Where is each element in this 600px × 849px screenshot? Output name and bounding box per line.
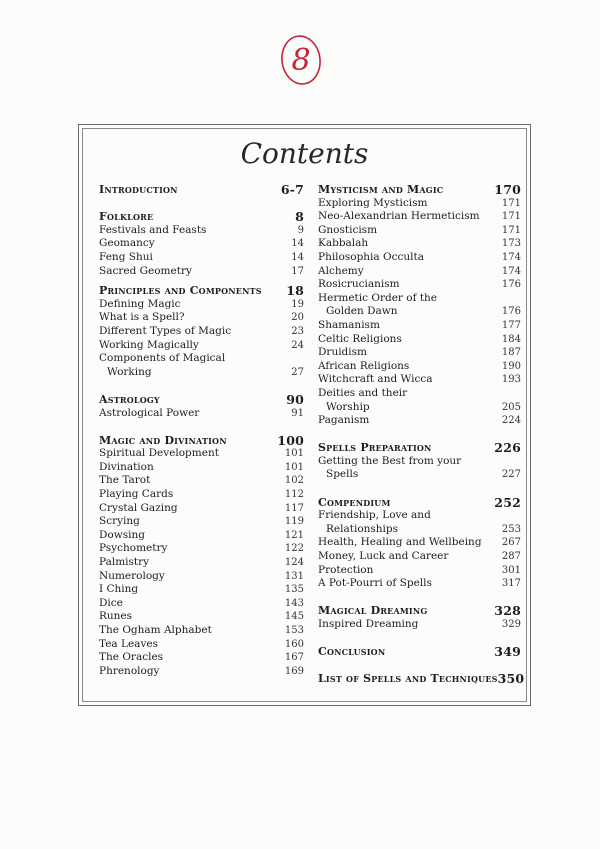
toc-entry <box>99 447 304 461</box>
entry-page-number: 193 <box>501 374 521 386</box>
toc-entry <box>318 251 521 265</box>
toc-entry <box>99 556 304 570</box>
section-heading <box>318 645 521 659</box>
entry-page-number: 121 <box>284 529 304 541</box>
toc-entry <box>99 298 304 312</box>
entry-page-number: 9 <box>297 224 304 236</box>
entry-page-number: 18 <box>286 283 304 299</box>
toc-entry <box>318 319 521 333</box>
section-heading <box>99 284 304 298</box>
toc-entry <box>99 488 304 502</box>
entry-label: Conclusion <box>318 645 386 659</box>
toc-entry <box>318 618 521 632</box>
entry-page-number: 23 <box>291 325 304 337</box>
entry-page-number: 329 <box>501 619 521 630</box>
section-heading <box>318 441 521 455</box>
toc-entry <box>99 474 304 488</box>
entry-label: The Tarot <box>99 474 151 487</box>
toc-entry <box>318 468 521 482</box>
entry-page-number: 176 <box>501 279 521 291</box>
entry-label: Dowsing <box>99 528 145 541</box>
entry-label: Feng Shui <box>99 250 153 263</box>
toc-entry <box>99 515 304 529</box>
entry-label: Spells <box>326 468 359 481</box>
toc-entry <box>318 550 521 564</box>
entry-page-number: 153 <box>284 625 304 636</box>
toc-entry <box>318 387 521 401</box>
spacer <box>318 428 521 442</box>
entry-label: What is a Spell? <box>99 311 185 324</box>
circled-number-icon <box>278 30 324 88</box>
entry-label: Money, Luck and Career <box>318 550 449 563</box>
entry-page-number: 301 <box>501 564 521 576</box>
entry-page-number: 171 <box>501 211 521 223</box>
entry-label: Astrological Power <box>99 406 200 419</box>
entry-label: Crystal Gazing <box>99 501 178 514</box>
entry-label: Neo-Alexandrian Hermeticism <box>318 210 480 223</box>
entry-page-number: 317 <box>501 578 521 590</box>
entry-page-number: 190 <box>501 360 521 372</box>
toc-entry <box>99 502 304 516</box>
toc-entry <box>99 407 304 421</box>
entry-page-number: 24 <box>291 339 304 351</box>
handwritten-page-mark <box>278 30 324 88</box>
toc-entry <box>318 333 521 347</box>
entry-page-number: 174 <box>501 251 521 263</box>
entry-page-number: 117 <box>284 502 304 514</box>
page-title: Contents <box>240 137 369 170</box>
entry-label: Runes <box>99 610 133 623</box>
entry-page-number: 167 <box>284 652 304 664</box>
entry-page-number: 19 <box>291 298 304 310</box>
spacer <box>99 420 304 434</box>
entry-label: Working Magically <box>99 338 199 351</box>
section-heading <box>318 183 521 197</box>
section-heading <box>99 434 304 448</box>
entry-label: Worship <box>326 400 370 413</box>
entry-label: Deities and their <box>318 386 408 399</box>
entry-page-number: 112 <box>284 489 304 501</box>
entry-page-number: 20 <box>291 312 304 324</box>
toc-entry <box>99 624 304 638</box>
entry-page-number: 224 <box>501 415 521 427</box>
toc-entry <box>99 529 304 543</box>
toc-entry <box>99 665 304 679</box>
entry-page-number: 90 <box>286 391 304 407</box>
entry-label: Magic and Divination <box>99 433 227 447</box>
entry-page-number: 227 <box>501 469 521 481</box>
entry-page-number: 124 <box>284 557 304 569</box>
entry-label: Paganism <box>318 414 370 427</box>
toc-entry <box>318 292 521 306</box>
entry-label: Astrology <box>99 392 160 406</box>
entry-label: Getting the Best from your <box>318 454 462 467</box>
toc-entry <box>99 597 304 611</box>
toc-entry <box>99 610 304 624</box>
entry-label: Phrenology <box>99 664 160 677</box>
spacer <box>318 632 521 646</box>
entry-label: Rosicrucianism <box>318 278 400 291</box>
entry-label: Playing Cards <box>99 488 174 501</box>
entry-label: Spells Preparation <box>318 441 432 455</box>
entry-label: The Oracles <box>99 651 164 664</box>
entry-label: Geomancy <box>99 237 155 250</box>
entry-label: Shamanism <box>318 318 380 331</box>
entry-label: Sacred Geometry <box>99 264 192 277</box>
toc-entry <box>99 570 304 584</box>
entry-label: Health, Healing and Wellbeing <box>318 536 482 549</box>
entry-label: Friendship, Love and <box>318 509 431 522</box>
toc-entry <box>318 224 521 238</box>
entry-page-number: 119 <box>284 516 304 528</box>
right-column <box>318 182 525 687</box>
entry-page-number: 101 <box>284 461 304 473</box>
entry-page-number: 135 <box>284 584 304 596</box>
toc-entry <box>318 197 521 211</box>
toc-entry <box>99 311 304 325</box>
section-heading <box>318 604 521 618</box>
toc-entry <box>99 224 304 238</box>
entry-label: Celtic Religions <box>318 332 402 345</box>
section-heading <box>99 210 304 224</box>
entry-label: Folklore <box>99 210 154 224</box>
toc-entry <box>99 325 304 339</box>
section-heading <box>99 183 304 197</box>
entry-page-number: 143 <box>284 597 304 609</box>
entry-label: Components of Magical <box>99 352 226 365</box>
entry-page-number: 100 <box>277 432 304 448</box>
toc-entry <box>318 523 521 537</box>
toc-entry <box>318 305 521 319</box>
entry-label: A Pot-Pourri of Spells <box>318 577 432 590</box>
toc-entry <box>99 542 304 556</box>
entry-page-number: 173 <box>501 238 521 250</box>
entry-label: Dice <box>99 596 123 609</box>
toc-entry <box>99 237 304 251</box>
entry-page-number: 171 <box>501 224 521 236</box>
entry-label: Witchcraft and Wicca <box>318 373 433 386</box>
entry-label: Tea Leaves <box>99 637 158 650</box>
toc-entry <box>318 564 521 578</box>
entry-page-number: 27 <box>291 366 304 378</box>
entry-label: Introduction <box>99 183 178 196</box>
entry-label: The Ogham Alphabet <box>99 624 212 636</box>
entry-page-number: 14 <box>291 251 304 263</box>
entry-label: Kabbalah <box>318 237 369 250</box>
spacer <box>99 197 304 211</box>
entry-page-number: 102 <box>284 475 304 487</box>
toc-entry <box>318 278 521 292</box>
entry-page-number: 267 <box>501 537 521 549</box>
entry-label: Defining Magic <box>99 297 181 310</box>
entry-page-number: 170 <box>494 182 521 197</box>
entry-label: Protection <box>318 563 374 576</box>
toc-entry <box>99 339 304 353</box>
toc-entry <box>318 401 521 415</box>
entry-page-number: 131 <box>284 570 304 582</box>
entry-page-number: 177 <box>501 319 521 331</box>
page-mark-text: 8 <box>291 43 311 78</box>
entry-page-number: 253 <box>501 523 521 535</box>
section-heading <box>318 496 521 510</box>
entry-label: Palmistry <box>99 556 150 569</box>
entry-page-number: 6-7 <box>280 182 304 197</box>
entry-label: Relationships <box>326 522 399 535</box>
entry-label: Mysticism and Magic <box>318 183 444 196</box>
toc-entry <box>99 366 304 380</box>
entry-page-number: 174 <box>501 265 521 277</box>
toc-entry <box>318 360 521 374</box>
entry-label: Principles and Components <box>99 284 262 298</box>
toc-entry <box>318 455 521 469</box>
entry-label: Divination <box>99 460 154 473</box>
toc-entry <box>99 583 304 597</box>
entry-page-number: 328 <box>494 603 521 619</box>
toc-entry <box>99 638 304 652</box>
left-column <box>99 183 304 678</box>
spacer <box>318 482 521 496</box>
toc-entry <box>318 346 521 360</box>
entry-page-number: 145 <box>284 611 304 623</box>
toc-entry <box>99 251 304 265</box>
spacer <box>318 659 521 673</box>
entry-page-number: 8 <box>295 209 304 225</box>
section-heading <box>99 393 304 407</box>
entry-page-number: 226 <box>494 440 521 456</box>
entry-page-number: 91 <box>291 407 304 419</box>
entry-label: I Ching <box>99 583 139 596</box>
entry-page-number: 349 <box>494 644 521 660</box>
toc-entry <box>318 265 521 279</box>
entry-label: List of Spells and Techniques <box>318 672 498 686</box>
entry-label: African Religions <box>318 359 410 372</box>
entry-label: Working <box>107 365 152 378</box>
frame-inner-border <box>82 128 527 702</box>
entry-page-number: 171 <box>501 197 521 209</box>
entry-page-number: 187 <box>501 347 521 359</box>
toc-entry <box>318 373 521 387</box>
entry-label: Scrying <box>99 515 140 528</box>
entry-page-number: 101 <box>284 448 304 460</box>
toc-entry <box>318 536 521 550</box>
entry-page-number: 205 <box>501 401 521 413</box>
spacer <box>99 379 304 393</box>
toc-entry <box>318 509 521 523</box>
entry-label: Alchemy <box>318 264 364 277</box>
entry-page-number: 122 <box>284 543 304 555</box>
toc-entry <box>99 651 304 665</box>
entry-label: Philosophia Occulta <box>318 250 424 263</box>
entry-label: Festivals and Feasts <box>99 223 207 236</box>
entry-label: Golden Dawn <box>326 305 398 318</box>
toc-entry <box>318 210 521 224</box>
spacer <box>318 591 521 605</box>
entry-label: Compendium <box>318 495 391 509</box>
entry-label: Magical Dreaming <box>318 604 428 618</box>
section-heading <box>318 671 525 687</box>
toc-entry <box>318 414 521 428</box>
toc-entry <box>99 265 304 279</box>
entry-label: Numerology <box>99 569 165 582</box>
entry-label: Gnosticism <box>318 223 378 236</box>
entry-label: Different Types of Magic <box>99 324 232 337</box>
entry-page-number: 176 <box>501 306 521 318</box>
entry-label: Druidism <box>318 346 367 359</box>
entry-label: Inspired Dreaming <box>318 618 419 630</box>
entry-page-number: 14 <box>291 238 304 250</box>
toc-entry <box>318 237 521 251</box>
contents-frame <box>78 124 531 706</box>
toc-entry <box>99 461 304 475</box>
entry-page-number: 350 <box>497 671 525 687</box>
entry-page-number: 17 <box>291 265 304 277</box>
entry-label: Hermetic Order of the <box>318 291 438 304</box>
entry-page-number: 184 <box>501 333 521 345</box>
entry-label: Exploring Mysticism <box>318 196 428 209</box>
toc-entry <box>99 352 304 366</box>
entry-page-number: 252 <box>494 494 521 510</box>
entry-page-number: 160 <box>284 638 304 650</box>
entry-label: Spiritual Development <box>99 447 219 460</box>
toc-entry <box>318 577 521 591</box>
entry-label: Psychometry <box>99 542 168 555</box>
entry-page-number: 287 <box>501 551 521 563</box>
entry-page-number: 169 <box>284 665 304 677</box>
